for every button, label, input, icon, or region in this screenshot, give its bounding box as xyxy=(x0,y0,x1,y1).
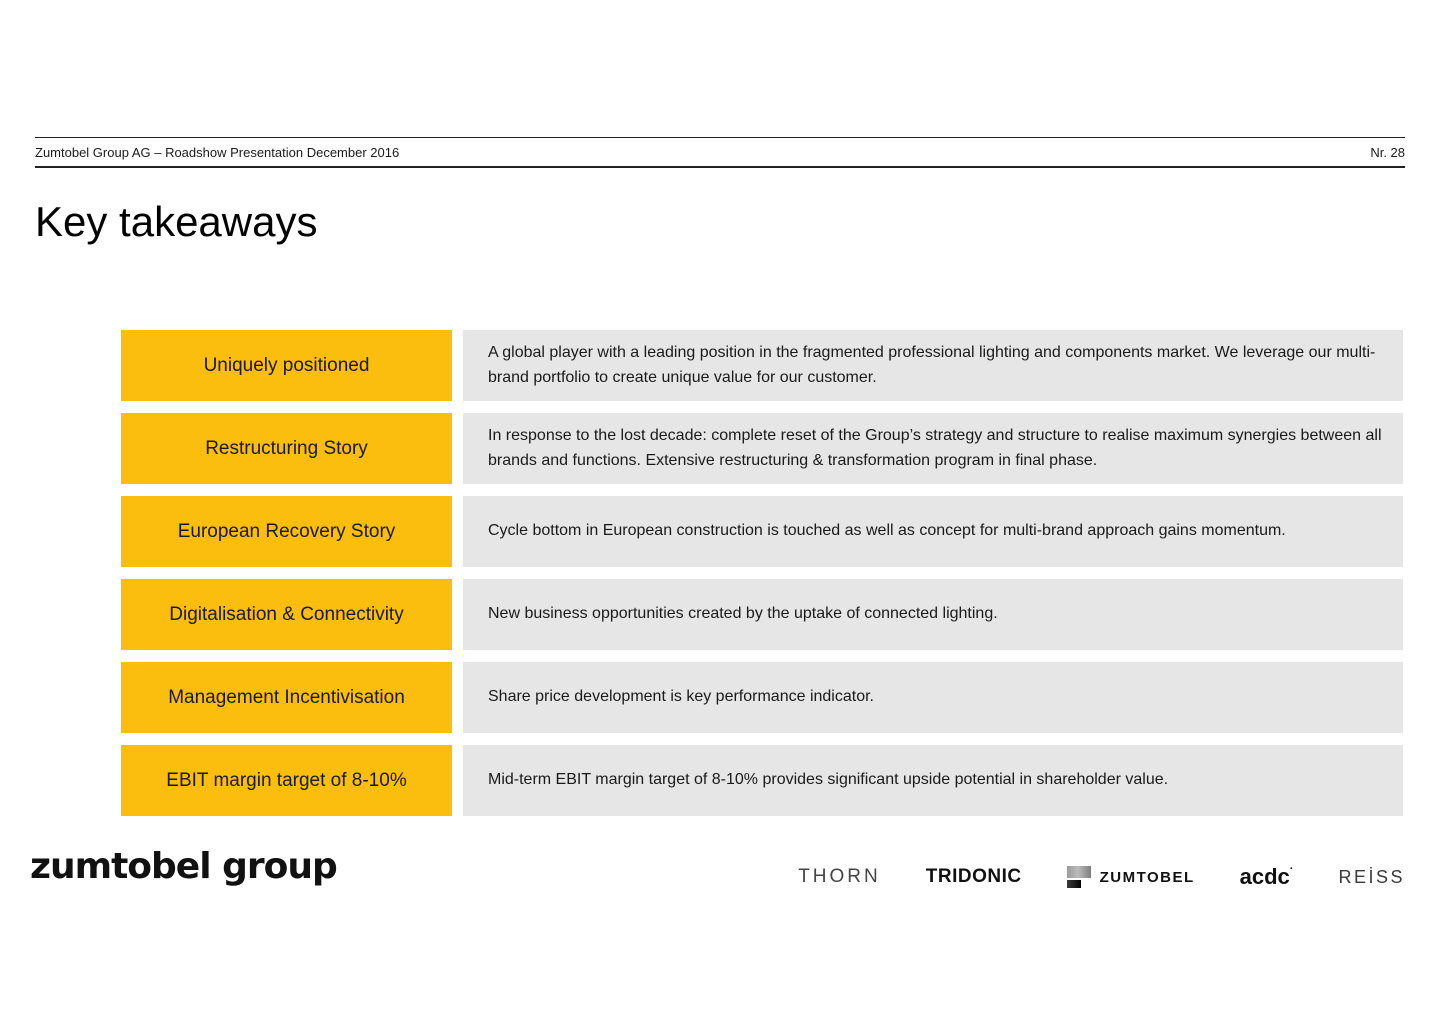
takeaway-description-text: In response to the lost decade: complete reset of the Group’s strategy and structure to realise maximum synergies between all brands and functions. Extensive restructuring & transformation program in final phase. xyxy=(488,426,1382,469)
brand-logo-thorn: THORN xyxy=(798,866,881,887)
takeaway-description-text: A global player with a leading position in the fragmented professional lighting and components market. We leverage our multi-brand portfolio to create unique value for our customer. xyxy=(488,343,1376,386)
takeaway-label: EBIT margin target of 8-10% xyxy=(121,745,452,816)
takeaway-row xyxy=(121,496,1403,567)
brand-logo-tridonic: TRIDONIC xyxy=(925,866,1022,887)
header-left-text: Zumtobel Group AG – Roadshow Presentation December 2016 xyxy=(35,144,400,160)
takeaway-label: Restructuring Story xyxy=(121,413,452,484)
page-number: Nr. 28 xyxy=(1370,144,1405,160)
zumtobel-group-logo: zumtobel group xyxy=(30,846,337,887)
takeaways-list xyxy=(121,330,1403,828)
takeaway-description-text: Share price development is key performance indicator. xyxy=(488,688,874,706)
acdc-trademark-dot: · xyxy=(1289,863,1294,875)
brand-logo-reiss: REİSS xyxy=(1338,866,1405,887)
takeaway-row xyxy=(121,413,1403,484)
takeaway-description-text: New business opportunities created by the uptake of connected lighting. xyxy=(488,605,998,623)
takeaway-label: Digitalisation & Connectivity xyxy=(121,579,452,650)
brand-logo-acdc xyxy=(1240,864,1294,890)
takeaway-description-text: Mid-term EBIT margin target of 8-10% provides significant upside potential in shareholder value. xyxy=(488,771,1169,789)
takeaway-label: Uniquely positioned xyxy=(121,330,452,401)
takeaway-description xyxy=(463,496,1403,567)
takeaway-label: European Recovery Story xyxy=(121,496,452,567)
page-title: Key takeaways xyxy=(35,198,318,245)
takeaway-description-text: Cycle bottom in European construction is touched as well as concept for multi-brand approach gains momentum. xyxy=(488,522,1286,540)
brand-logo-zumtobel-text: ZUMTOBEL xyxy=(1099,868,1195,886)
takeaway-description xyxy=(463,413,1403,484)
takeaway-row xyxy=(121,330,1403,401)
brand-logo-acdc-text: acdc xyxy=(1239,864,1290,889)
zumtobel-square-icon xyxy=(1067,866,1091,888)
brand-logo-zumtobel xyxy=(1067,866,1195,888)
takeaway-row xyxy=(121,579,1403,650)
takeaway-description xyxy=(463,330,1403,401)
takeaway-description xyxy=(463,745,1403,816)
header-bar xyxy=(35,137,1405,168)
takeaway-label: Management Incentivisation xyxy=(121,662,452,733)
takeaway-row xyxy=(121,745,1403,816)
takeaway-description xyxy=(463,579,1403,650)
takeaway-description xyxy=(463,662,1403,733)
takeaway-row xyxy=(121,662,1403,733)
brand-logos xyxy=(798,864,1405,890)
